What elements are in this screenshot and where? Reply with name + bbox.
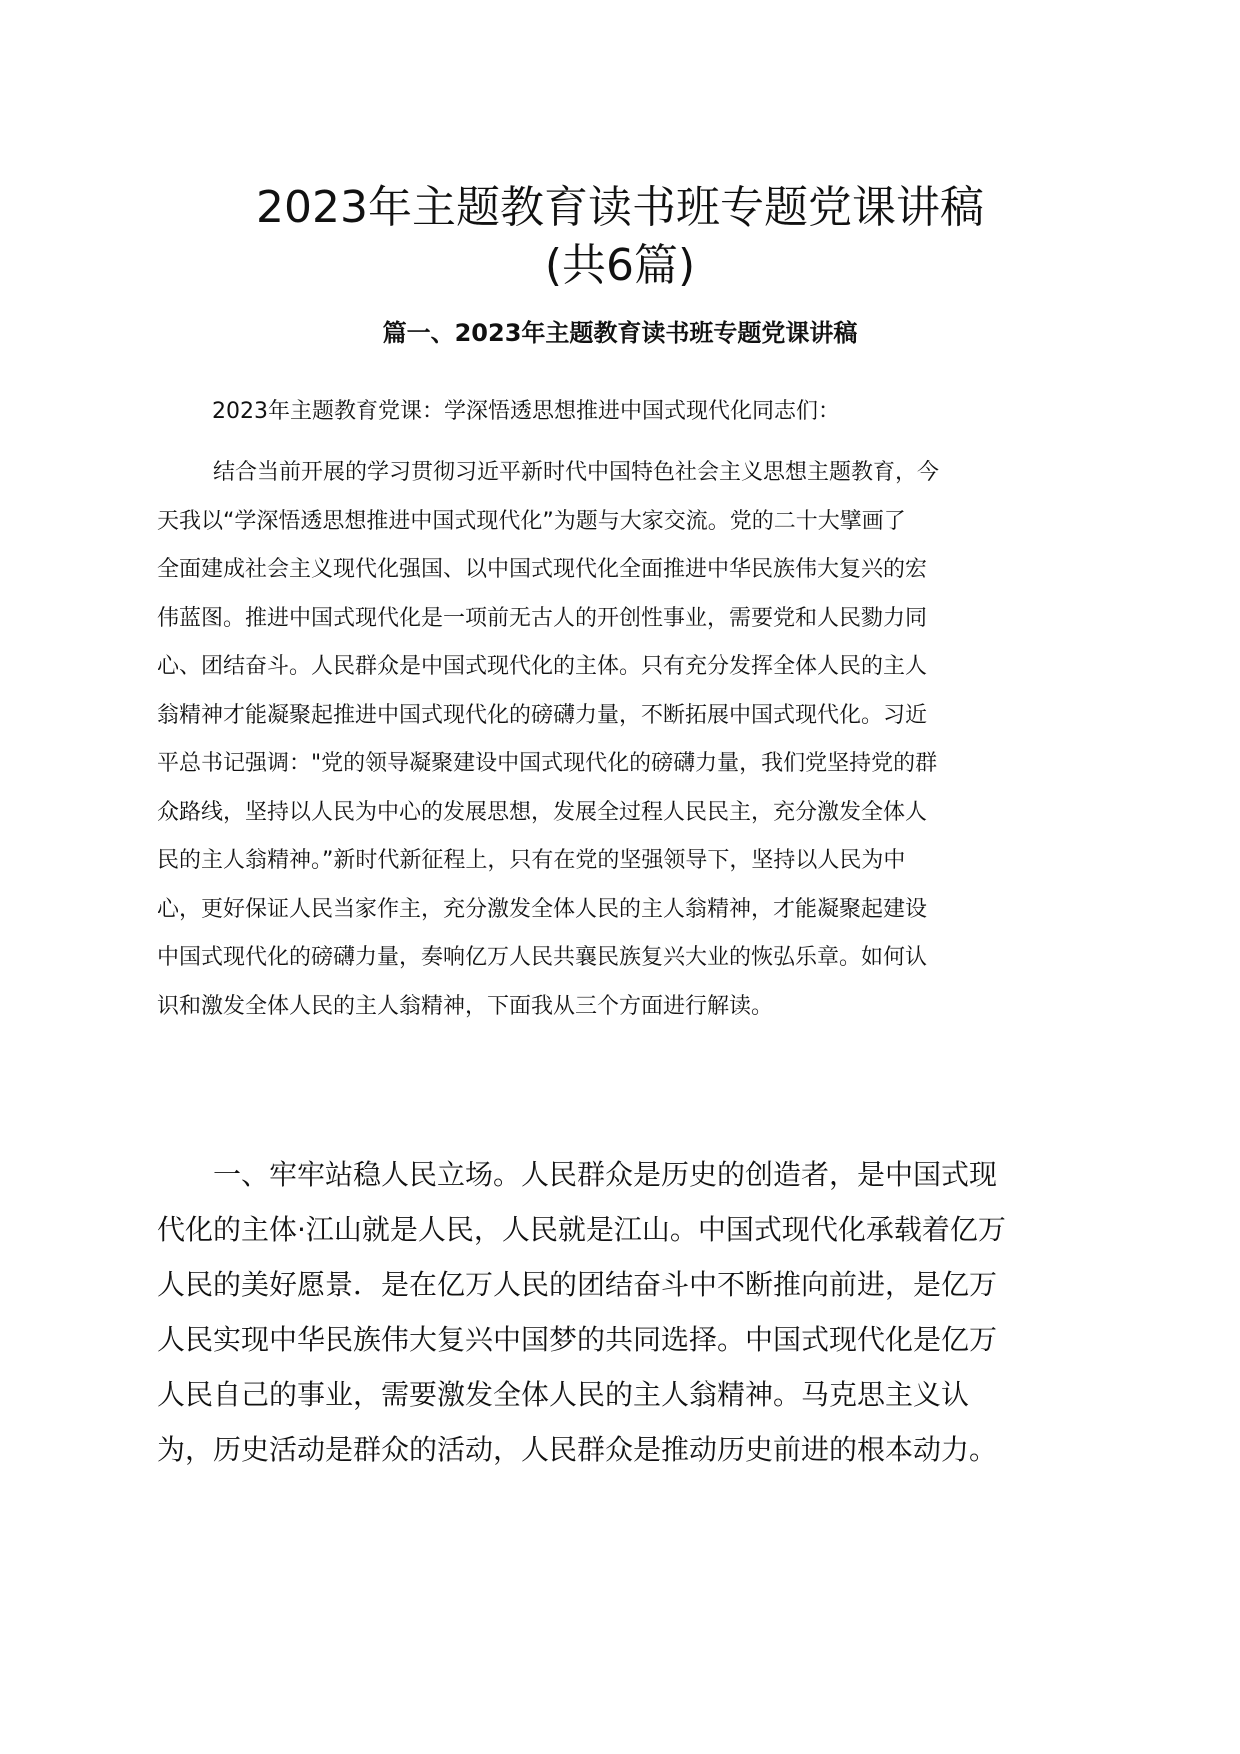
document-title: 2023年主题教育读书班专题党课讲稿 [256, 182, 984, 233]
paragraph-line: 代化的主体·江山就是人民，人民就是江山。中国式现代化承载着亿万 [157, 1213, 1006, 1246]
body-paragraph-2 [157, 1147, 1067, 1477]
paragraph-line: 结合当前开展的学习贯彻习近平新时代中国特色社会主义思想主题教育，今 [213, 460, 940, 485]
intro-line: 2023年主题教育党课：学深悟透思想推进中国式现代化同志们： [212, 399, 840, 424]
paragraph-line: 中国式现代化的磅礴力量，奏响亿万人民共襄民族复兴大业的恢弘乐章。如何认 [157, 945, 928, 970]
paragraph-line: 全面建成社会主义现代化强国、以中国式现代化全面推进中华民族伟大复兴的宏 [157, 557, 928, 582]
paragraph-line: 人民的美好愿景．是在亿万人民的团结奋斗中不断推向前进，是亿万 [157, 1268, 998, 1301]
paragraph-line: 识和激发全体人民的主人翁精神，下面我从三个方面进行解读。 [157, 993, 774, 1019]
document-title-count: (共6篇) [544, 240, 696, 291]
paragraph-line: 人民自己的事业，需要激发全体人民的主人翁精神。马克思主义认 [157, 1378, 970, 1411]
body-paragraph-1 [157, 449, 1057, 1031]
paragraph-line: 为，历史活动是群众的活动，人民群众是推动历史前进的根本动力。 [157, 1433, 998, 1466]
paragraph-line: 人民实现中华民族伟大复兴中国梦的共同选择。中国式现代化是亿万 [157, 1323, 998, 1356]
paragraph-line: 众路线，坚持以人民为中心的发展思想，发展全过程人民民主，充分激发全体人 [157, 799, 928, 825]
paragraph-line: 心，更好保证人民当家作主，充分激发全体人民的主人翁精神，才能凝聚起建设 [157, 896, 928, 922]
paragraph-line: 平总书记强调："党的领导凝聚建设中国式现代化的磅礴力量，我们党坚持党的群 [157, 751, 938, 776]
paragraph-line: 天我以“学深悟透思想推进中国式现代化”为题与大家交流。党的二十大擘画了 [157, 508, 906, 534]
paragraph-line: 民的主人翁精神。”新时代新征程上，只有在党的坚强领导下，坚持以人民为中 [157, 848, 906, 873]
section-heading: 篇一、2023年主题教育读书班专题党课讲稿 [382, 319, 858, 347]
paragraph-line: 一、牢牢站稳人民立场。人民群众是历史的创造者，是中国式现 [213, 1158, 998, 1191]
paragraph-line: 翁精神才能凝聚起推进中国式现代化的磅礴力量，不断拓展中国式现代化。习近 [157, 702, 928, 728]
paragraph-line: 伟蓝图。推进中国式现代化是一项前无古人的开创性事业，需要党和人民勠力同 [157, 605, 928, 631]
paragraph-line: 心、团结奋斗。人民群众是中国式现代化的主体。只有充分发挥全体人民的主人 [157, 654, 928, 679]
